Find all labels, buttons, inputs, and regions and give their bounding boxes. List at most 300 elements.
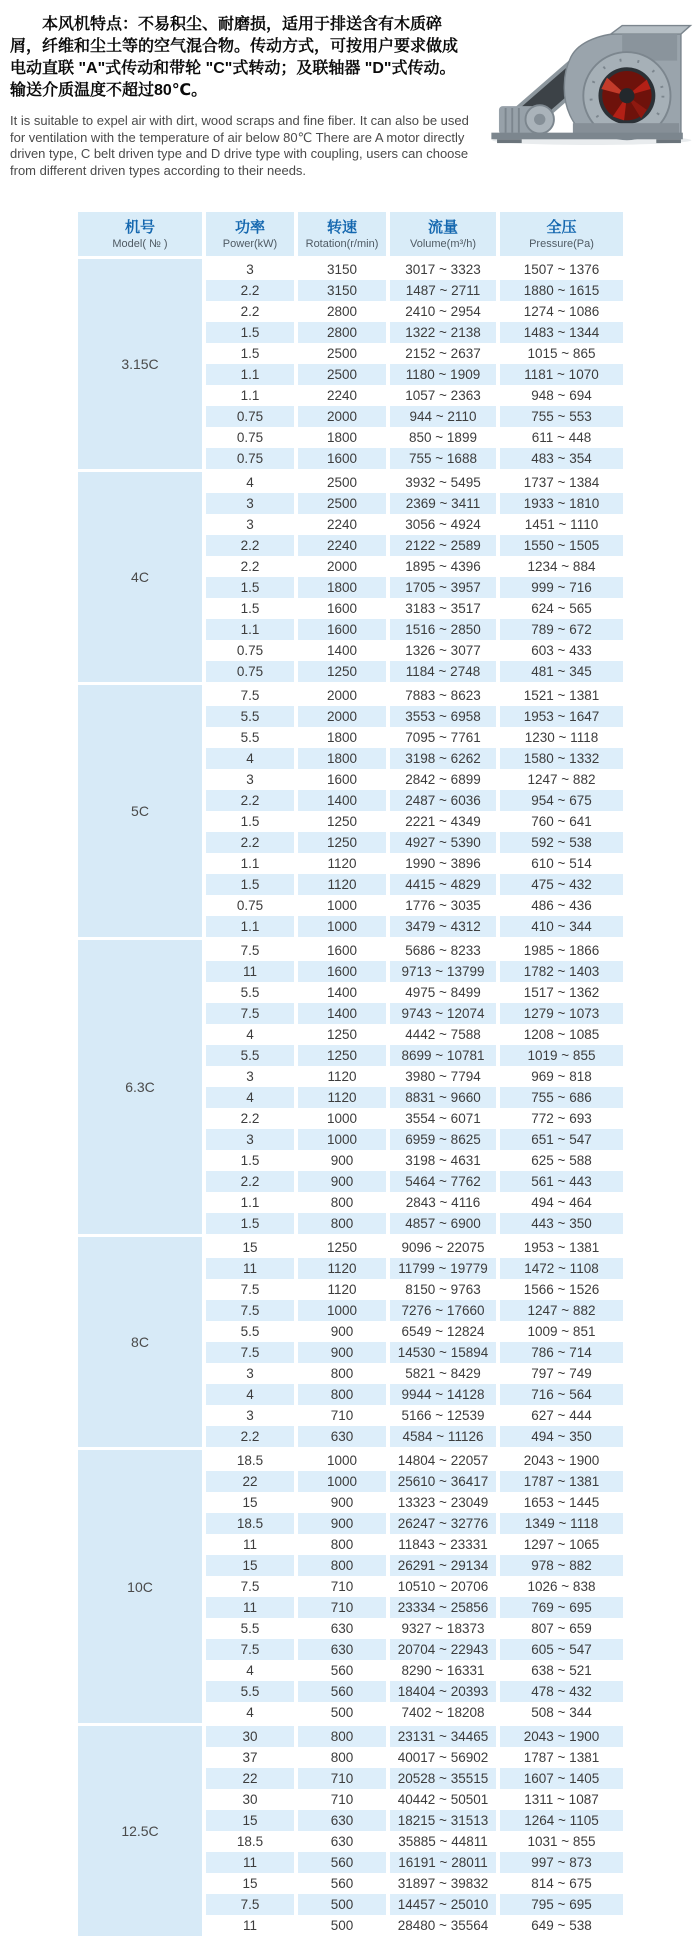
table-row <box>206 1555 623 1576</box>
cell-rotation: 1800 <box>326 430 358 445</box>
cell-power: 5.5 <box>240 730 260 745</box>
cell-pressure: 1208 ~ 1085 <box>523 1027 600 1042</box>
cell-volume: 2487 ~ 6036 <box>390 790 496 811</box>
cell-pressure: 627 ~ 444 <box>531 1408 592 1423</box>
cell-rotation: 1400 <box>326 643 358 658</box>
cell-power: 2.2 <box>206 1426 294 1447</box>
cell-power: 15 <box>206 1555 294 1576</box>
table-row <box>206 832 623 853</box>
cell-rotation: 800 <box>330 1366 354 1381</box>
cell-volume: 9743 ~ 12074 <box>390 1003 496 1024</box>
cell-power: 7.5 <box>240 1579 260 1594</box>
cell-volume: 18404 ~ 20393 <box>390 1681 496 1702</box>
table-row <box>206 322 623 343</box>
cell-pressure: 948 ~ 694 <box>531 388 592 403</box>
cell-volume: 5821 ~ 8429 <box>405 1366 481 1381</box>
cell-rotation: 800 <box>298 1213 386 1234</box>
cell-volume: 40017 ~ 56902 <box>397 1750 489 1765</box>
column-header-cn: 机号 <box>124 218 155 236</box>
cell-volume: 9327 ~ 18373 <box>401 1621 485 1636</box>
table-row <box>206 1726 623 1747</box>
model-cell: 12.5C <box>78 1726 202 1936</box>
cell-volume: 3554 ~ 6071 <box>405 1111 481 1126</box>
table-row <box>206 598 623 619</box>
column-header-en: Rotation(r/min) <box>305 237 379 250</box>
table-row <box>206 661 623 682</box>
cell-volume: 14457 ~ 25010 <box>390 1894 496 1915</box>
cell-power: 4 <box>246 1027 254 1042</box>
table-row <box>206 811 623 832</box>
cell-rotation: 630 <box>298 1639 386 1660</box>
cell-power: 22 <box>206 1768 294 1789</box>
cell-power: 18.5 <box>206 1513 294 1534</box>
cell-power: 4 <box>246 1663 254 1678</box>
cell-rotation: 1120 <box>327 1282 357 1297</box>
cell-pressure: 508 ~ 344 <box>531 1705 592 1720</box>
cell-power: 0.75 <box>206 406 294 427</box>
cell-power: 15 <box>242 1495 258 1510</box>
cell-rotation: 1800 <box>298 748 386 769</box>
cell-volume: 11843 ~ 23331 <box>398 1537 488 1552</box>
cell-rotation: 2240 <box>298 535 386 556</box>
cell-rotation: 800 <box>298 1555 386 1576</box>
cell-power: 1.1 <box>240 856 260 871</box>
table-row <box>206 1129 623 1150</box>
cell-power: 30 <box>242 1792 258 1807</box>
cell-pressure: 1181 ~ 1070 <box>500 364 623 385</box>
cell-rotation: 560 <box>330 1663 354 1678</box>
cell-rotation: 2240 <box>326 388 358 403</box>
cell-power: 4 <box>246 1705 254 1720</box>
cell-pressure: 1031 ~ 855 <box>527 1834 596 1849</box>
column-header-cn: 功率 <box>234 218 265 236</box>
table-row <box>206 1237 623 1258</box>
cell-volume: 9096 ~ 22075 <box>401 1240 485 1255</box>
cell-rotation: 1120 <box>298 874 386 895</box>
table-row <box>206 727 623 748</box>
cell-rotation: 1250 <box>326 814 358 829</box>
cell-pressure: 969 ~ 818 <box>531 1069 592 1084</box>
cell-power: 5.5 <box>206 1681 294 1702</box>
cell-volume: 5166 ~ 12539 <box>401 1408 485 1423</box>
table-row <box>206 1405 623 1426</box>
cell-power: 0.75 <box>206 661 294 682</box>
table-row <box>206 685 623 706</box>
cell-rotation: 1120 <box>327 1069 357 1084</box>
table-row <box>206 1087 623 1108</box>
table-row <box>206 1768 623 1789</box>
cell-volume: 3183 ~ 3517 <box>405 601 481 616</box>
table-row <box>206 640 623 661</box>
cell-rotation: 900 <box>330 1153 354 1168</box>
cell-rotation: 1000 <box>326 1453 358 1468</box>
table-row <box>206 1534 623 1555</box>
table-row <box>206 1492 623 1513</box>
cell-volume: 35885 ~ 44811 <box>398 1834 488 1849</box>
cell-volume: 8831 ~ 9660 <box>390 1087 496 1108</box>
cell-volume: 7095 ~ 7761 <box>405 730 481 745</box>
cell-volume: 1776 ~ 3035 <box>405 898 481 913</box>
outlet-flange <box>611 26 691 35</box>
cell-volume: 20528 ~ 35515 <box>390 1768 496 1789</box>
cell-volume: 1895 ~ 4396 <box>405 559 481 574</box>
cell-pressure: 610 ~ 514 <box>531 856 592 871</box>
cell-volume: 26291 ~ 29134 <box>390 1555 496 1576</box>
cell-pressure: 789 ~ 672 <box>500 619 623 640</box>
cell-volume: 18215 ~ 31513 <box>390 1810 496 1831</box>
cell-power: 1.1 <box>206 364 294 385</box>
cell-rotation: 800 <box>330 1537 354 1552</box>
cell-pressure: 716 ~ 564 <box>500 1384 623 1405</box>
cell-power: 11 <box>206 1258 294 1279</box>
cell-volume: 23334 ~ 25856 <box>390 1597 496 1618</box>
cell-pressure: 1234 ~ 884 <box>527 559 596 574</box>
cell-rotation: 900 <box>298 1513 386 1534</box>
group-rows <box>206 472 623 682</box>
cell-pressure: 478 ~ 432 <box>500 1681 623 1702</box>
cell-power: 18.5 <box>236 1834 264 1849</box>
cell-rotation: 2800 <box>326 304 358 319</box>
cell-rotation: 1120 <box>327 856 357 871</box>
cell-volume: 7883 ~ 8623 <box>405 688 481 703</box>
table-row <box>206 1915 623 1936</box>
cell-rotation: 2500 <box>326 475 358 490</box>
cell-volume: 3198 ~ 4631 <box>405 1153 481 1168</box>
cell-rotation: 900 <box>298 1171 386 1192</box>
cell-volume: 10510 ~ 20706 <box>397 1579 489 1594</box>
table-row <box>206 493 623 514</box>
table-row <box>206 961 623 982</box>
cell-pressure: 999 ~ 716 <box>500 577 623 598</box>
cell-volume: 850 ~ 1899 <box>409 430 477 445</box>
cell-pressure: 483 ~ 354 <box>500 448 623 469</box>
cell-pressure: 1019 ~ 855 <box>500 1045 623 1066</box>
cell-rotation: 2000 <box>298 406 386 427</box>
column-header-en: Power(kW) <box>222 237 278 250</box>
cell-volume: 1705 ~ 3957 <box>390 577 496 598</box>
table-row <box>206 1747 623 1768</box>
cell-rotation: 500 <box>330 1918 354 1933</box>
cell-power: 3 <box>246 1069 254 1084</box>
column-header-pressure <box>500 212 623 256</box>
cell-volume: 9944 ~ 14128 <box>390 1384 496 1405</box>
model-group-12.5C <box>78 1726 623 1936</box>
cell-pressure: 807 ~ 659 <box>531 1621 592 1636</box>
cell-power: 2.2 <box>240 1111 260 1126</box>
table-row <box>206 1873 623 1894</box>
cell-pressure: 1274 ~ 1086 <box>523 304 600 319</box>
table-row <box>206 748 623 769</box>
cell-pressure: 1311 ~ 1087 <box>524 1792 599 1807</box>
column-header-power <box>206 212 294 256</box>
cell-volume: 6549 ~ 12824 <box>401 1324 485 1339</box>
cell-volume: 5686 ~ 8233 <box>405 943 481 958</box>
cell-pressure: 649 ~ 538 <box>531 1918 592 1933</box>
cell-volume: 3553 ~ 6958 <box>390 706 496 727</box>
column-header-volume <box>390 212 496 256</box>
cell-rotation: 1000 <box>298 1300 386 1321</box>
model-cell: 3.15C <box>78 259 202 469</box>
table-row <box>206 1384 623 1405</box>
cell-volume: 4442 ~ 7588 <box>405 1027 481 1042</box>
cell-rotation: 560 <box>298 1681 386 1702</box>
table-row <box>206 385 623 406</box>
cell-volume: 9713 ~ 13799 <box>390 961 496 982</box>
cell-pressure: 954 ~ 675 <box>500 790 623 811</box>
table-row <box>206 1426 623 1447</box>
cell-rotation: 2000 <box>298 706 386 727</box>
table-row <box>206 1342 623 1363</box>
cell-volume: 14530 ~ 15894 <box>390 1342 496 1363</box>
column-header-en: Volume(m³/h) <box>409 237 477 250</box>
cell-power: 7.5 <box>206 1300 294 1321</box>
cell-rotation: 2000 <box>326 559 358 574</box>
cell-rotation: 800 <box>330 1750 354 1765</box>
cell-power: 11 <box>206 1597 294 1618</box>
cell-power: 2.2 <box>206 280 294 301</box>
model-group-8C <box>78 1237 623 1447</box>
table-row <box>206 1852 623 1873</box>
cell-rotation: 560 <box>298 1852 386 1873</box>
group-rows <box>206 940 623 1234</box>
table-body <box>78 259 623 1936</box>
cell-rotation: 1250 <box>326 1027 358 1042</box>
cell-volume: 1057 ~ 2363 <box>405 388 481 403</box>
cell-power: 30 <box>206 1726 294 1747</box>
cell-power: 4 <box>206 748 294 769</box>
cell-power: 5.5 <box>240 1621 260 1636</box>
model-group-3.15C <box>78 259 623 469</box>
cell-power: 3 <box>246 517 254 532</box>
cell-pressure: 1607 ~ 1405 <box>500 1768 623 1789</box>
cell-rotation: 2240 <box>326 517 358 532</box>
cell-pressure: 786 ~ 714 <box>500 1342 623 1363</box>
cell-pressure: 760 ~ 641 <box>531 814 592 829</box>
column-header-cn: 转速 <box>326 218 357 236</box>
cell-rotation: 800 <box>330 1195 354 1210</box>
cell-power: 2.2 <box>206 535 294 556</box>
table-row <box>206 1597 623 1618</box>
cell-pressure: 755 ~ 553 <box>500 406 623 427</box>
cell-power: 1.5 <box>240 346 260 361</box>
cell-volume: 1184 ~ 2748 <box>390 661 496 682</box>
cell-volume: 3932 ~ 5495 <box>405 475 481 490</box>
model-cell: 10C <box>78 1450 202 1723</box>
cell-pressure: 772 ~ 693 <box>531 1111 592 1126</box>
cell-rotation: 710 <box>298 1597 386 1618</box>
cell-pressure: 1247 ~ 882 <box>500 1300 623 1321</box>
cell-power: 15 <box>242 1240 258 1255</box>
table-row <box>206 535 623 556</box>
cell-volume: 40442 ~ 50501 <box>397 1792 489 1807</box>
cell-volume: 13323 ~ 23049 <box>397 1495 489 1510</box>
cell-pressure: 625 ~ 588 <box>531 1153 592 1168</box>
cell-volume: 2122 ~ 2589 <box>390 535 496 556</box>
cell-volume: 26247 ~ 32776 <box>390 1513 496 1534</box>
cell-volume: 3017 ~ 3323 <box>405 262 481 277</box>
table-row <box>206 1894 623 1915</box>
cell-power: 3 <box>246 262 254 277</box>
cell-volume: 4927 ~ 5390 <box>390 832 496 853</box>
cell-rotation: 710 <box>330 1408 354 1423</box>
group-rows <box>206 685 623 937</box>
table-row <box>206 1024 623 1045</box>
table-row <box>206 1066 623 1087</box>
fan-housing <box>564 26 690 140</box>
table-row <box>206 1471 623 1492</box>
cell-power: 7.5 <box>206 1894 294 1915</box>
cell-volume: 3198 ~ 6262 <box>390 748 496 769</box>
table-row <box>206 1150 623 1171</box>
column-header-cn: 流量 <box>427 218 458 236</box>
table-row <box>206 1171 623 1192</box>
cell-volume: 2842 ~ 6899 <box>405 772 481 787</box>
motor <box>499 105 554 134</box>
cell-rotation: 500 <box>298 1894 386 1915</box>
cell-volume: 7276 ~ 17660 <box>390 1300 496 1321</box>
table-row <box>206 874 623 895</box>
cell-pressure: 1953 ~ 1647 <box>500 706 623 727</box>
cell-volume: 28480 ~ 35564 <box>397 1918 489 1933</box>
cell-volume: 5464 ~ 7762 <box>390 1171 496 1192</box>
cell-power: 1.5 <box>206 1213 294 1234</box>
cell-power: 18.5 <box>236 1453 264 1468</box>
cell-power: 2.2 <box>240 559 260 574</box>
table-row <box>206 364 623 385</box>
table-row <box>206 1513 623 1534</box>
cell-rotation: 1600 <box>326 772 358 787</box>
group-rows <box>206 259 623 469</box>
cell-rotation: 3150 <box>326 262 358 277</box>
table-row <box>206 427 623 448</box>
cell-rotation: 2500 <box>326 346 358 361</box>
table-row <box>206 790 623 811</box>
table-row <box>206 1681 623 1702</box>
cell-rotation: 1800 <box>298 577 386 598</box>
cell-rotation: 3150 <box>298 280 386 301</box>
cell-rotation: 1120 <box>298 1087 386 1108</box>
cell-power: 1.5 <box>240 814 260 829</box>
cell-pressure: 797 ~ 749 <box>531 1366 592 1381</box>
table-row <box>206 769 623 790</box>
cell-pressure: 1580 ~ 1332 <box>500 748 623 769</box>
cell-power: 0.75 <box>206 448 294 469</box>
cell-power: 15 <box>206 1810 294 1831</box>
model-group-4C <box>78 472 623 682</box>
cell-power: 11 <box>206 961 294 982</box>
cell-rotation: 900 <box>330 1495 354 1510</box>
cell-power: 5.5 <box>240 1324 260 1339</box>
cell-rotation: 1800 <box>326 730 358 745</box>
cell-volume: 16191 ~ 28011 <box>390 1852 496 1873</box>
cell-pressure: 481 ~ 345 <box>500 661 623 682</box>
column-header-cn: 全压 <box>546 218 577 236</box>
cell-pressure: 638 ~ 521 <box>531 1663 592 1678</box>
cell-power: 5.5 <box>206 1045 294 1066</box>
cell-rotation: 1120 <box>298 1258 386 1279</box>
cell-pressure: 1566 ~ 1526 <box>523 1282 600 1297</box>
fan-illustration <box>480 16 698 146</box>
cell-power: 5.5 <box>240 985 260 1000</box>
cell-power: 4 <box>246 475 254 490</box>
cell-volume: 14804 ~ 22057 <box>397 1453 489 1468</box>
cell-pressure: 1880 ~ 1615 <box>500 280 623 301</box>
cell-rotation: 710 <box>330 1792 354 1807</box>
cell-rotation: 630 <box>298 1426 386 1447</box>
table-row <box>206 514 623 535</box>
cell-volume: 23131 ~ 34465 <box>390 1726 496 1747</box>
cell-pressure: 1009 ~ 851 <box>527 1324 596 1339</box>
table-row <box>206 280 623 301</box>
column-header-en: Pressure(Pa) <box>529 237 594 250</box>
table-row <box>206 448 623 469</box>
cell-pressure: 1782 ~ 1403 <box>500 961 623 982</box>
cell-rotation: 1250 <box>298 832 386 853</box>
table-row <box>206 1300 623 1321</box>
cell-pressure: 410 ~ 344 <box>500 916 623 937</box>
cell-volume: 755 ~ 1688 <box>390 448 496 469</box>
table-row <box>206 1279 623 1300</box>
table-row <box>206 472 623 493</box>
cell-pressure: 494 ~ 350 <box>500 1426 623 1447</box>
cell-volume: 25610 ~ 36417 <box>390 1471 496 1492</box>
cell-rotation: 2000 <box>326 688 358 703</box>
cell-rotation: 1000 <box>298 1129 386 1150</box>
cell-pressure: 1985 ~ 1866 <box>523 943 600 958</box>
table-row <box>206 1213 623 1234</box>
cell-pressure: 1279 ~ 1073 <box>500 1003 623 1024</box>
cell-pressure: 1737 ~ 1384 <box>523 475 600 490</box>
cell-volume: 2152 ~ 2637 <box>405 346 481 361</box>
table-row <box>206 1258 623 1279</box>
table-row <box>206 1810 623 1831</box>
cell-rotation: 800 <box>298 1726 386 1747</box>
table-row <box>206 1108 623 1129</box>
cell-volume: 2843 ~ 4116 <box>405 1195 481 1210</box>
group-rows <box>206 1726 623 1936</box>
cell-pressure: 997 ~ 873 <box>500 1852 623 1873</box>
model-cell: 8C <box>78 1237 202 1447</box>
cell-pressure: 1247 ~ 882 <box>527 772 596 787</box>
cell-power: 1.1 <box>240 1195 260 1210</box>
cell-pressure: 1653 ~ 1445 <box>523 1495 600 1510</box>
table-row <box>206 1576 623 1597</box>
cell-rotation: 1600 <box>298 619 386 640</box>
cell-volume: 944 ~ 2110 <box>390 406 496 427</box>
table-row <box>206 577 623 598</box>
cell-pressure: 1787 ~ 1381 <box>500 1471 623 1492</box>
cell-rotation: 900 <box>298 1342 386 1363</box>
cell-rotation: 1000 <box>298 1471 386 1492</box>
cell-pressure: 486 ~ 436 <box>531 898 592 913</box>
table-header-row <box>78 212 623 256</box>
model-cell: 6.3C <box>78 940 202 1234</box>
cell-pressure: 1507 ~ 1376 <box>523 262 600 277</box>
cell-rotation: 1250 <box>326 1240 358 1255</box>
cell-power: 1.5 <box>206 322 294 343</box>
cell-volume: 3056 ~ 4924 <box>405 517 481 532</box>
cell-power: 1.1 <box>206 916 294 937</box>
cell-pressure: 475 ~ 432 <box>500 874 623 895</box>
table-row <box>206 706 623 727</box>
cell-pressure: 1550 ~ 1505 <box>500 535 623 556</box>
cell-power: 2.2 <box>206 1171 294 1192</box>
column-header-rotation <box>298 212 386 256</box>
cell-pressure: 611 ~ 448 <box>531 430 592 445</box>
cell-pressure: 2043 ~ 1900 <box>523 1453 600 1468</box>
cell-power: 1.5 <box>240 1153 260 1168</box>
cell-volume: 11799 ~ 19779 <box>390 1258 496 1279</box>
